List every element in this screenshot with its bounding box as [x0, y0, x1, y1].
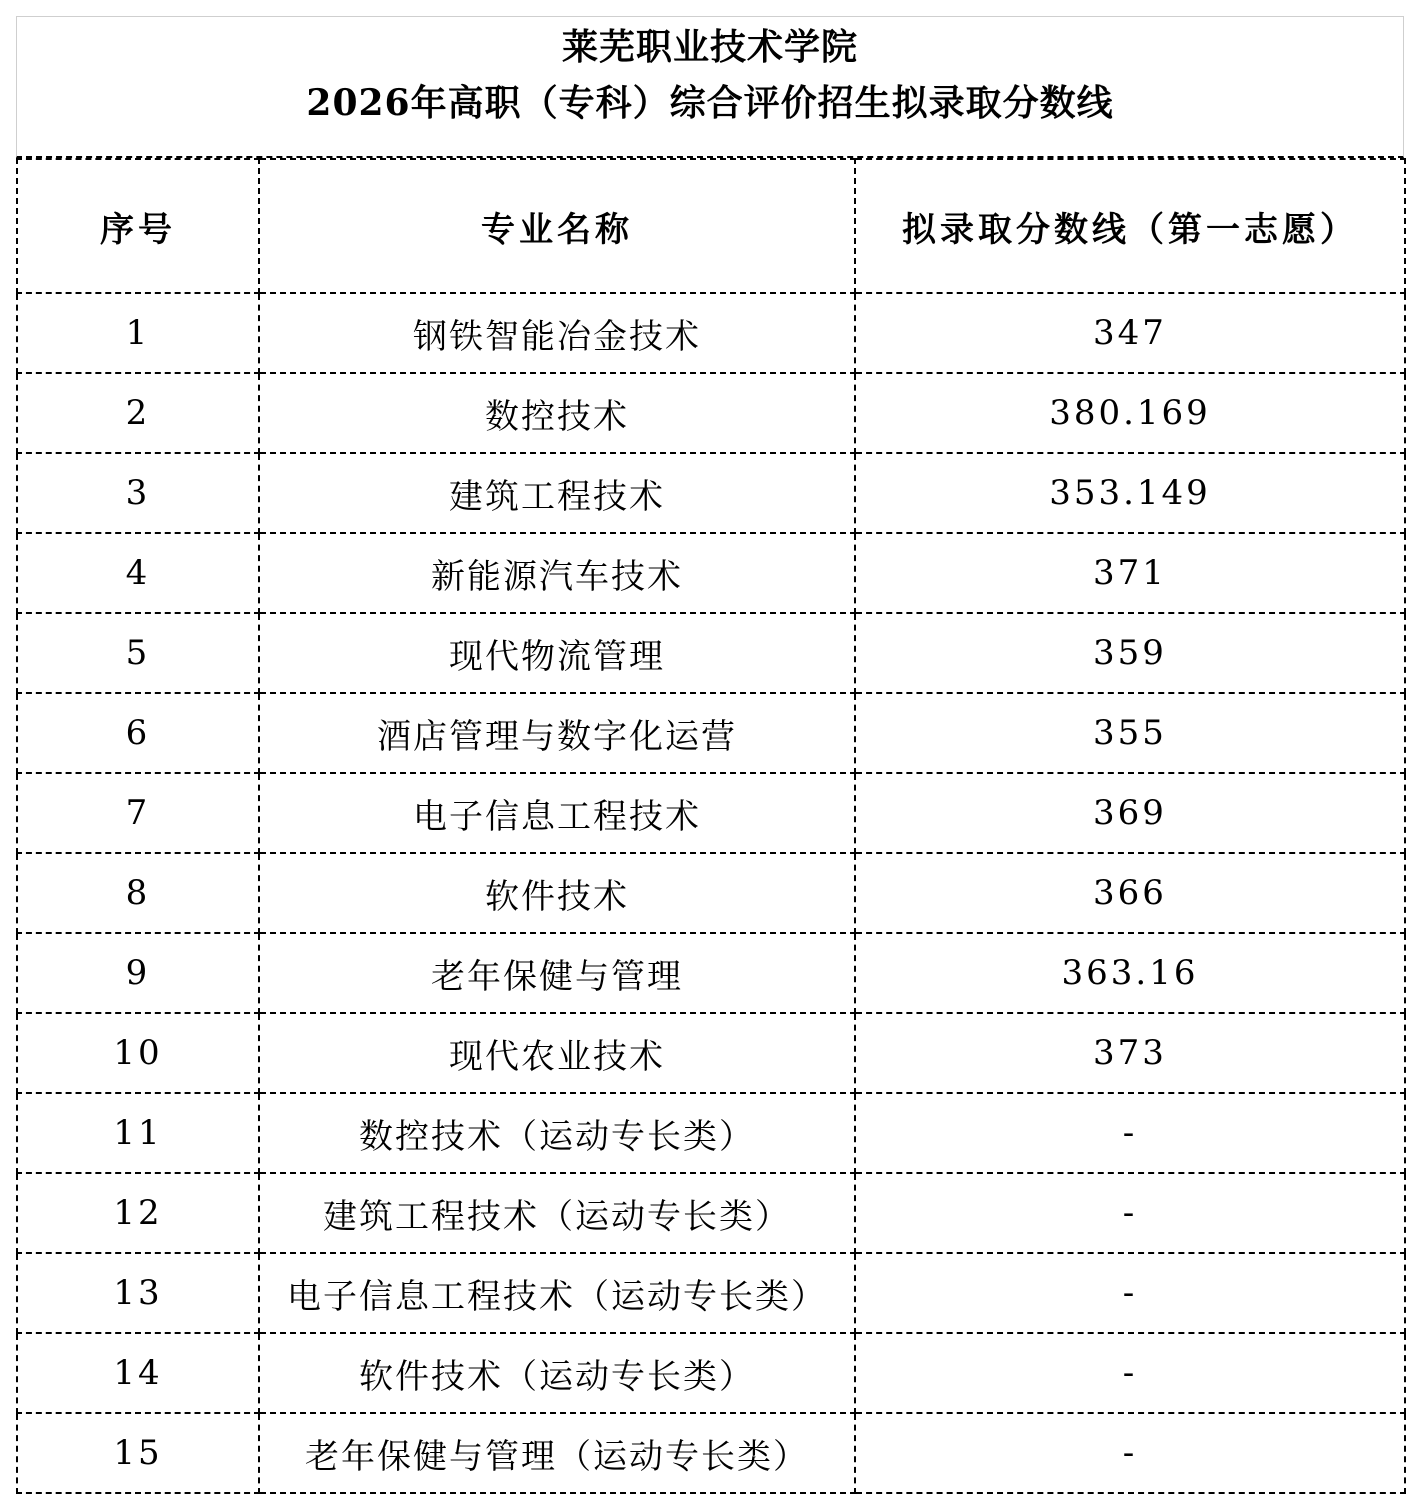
row-number: 3: [17, 453, 259, 533]
row-number: 6: [17, 693, 259, 773]
table-row: [17, 1093, 1405, 1173]
admission-score: 353.149: [855, 453, 1405, 533]
table-row: [17, 693, 1405, 773]
header-serial-number: 序号: [17, 159, 259, 293]
table-row: [17, 613, 1405, 693]
admission-score: 373: [855, 1013, 1405, 1093]
table-row: [17, 373, 1405, 453]
major-name: 数控技术: [259, 373, 855, 453]
table-row: [17, 1173, 1405, 1253]
major-name: 建筑工程技术: [259, 453, 855, 533]
admission-score: 363.16: [855, 933, 1405, 1013]
table-row: [17, 293, 1405, 373]
major-name: 老年保健与管理: [259, 933, 855, 1013]
major-name: 现代农业技术: [259, 1013, 855, 1093]
row-number: 14: [17, 1333, 259, 1413]
row-number: 8: [17, 853, 259, 933]
admission-score: -: [855, 1333, 1405, 1413]
admission-score: 371: [855, 533, 1405, 613]
row-number: 10: [17, 1013, 259, 1093]
major-name: 电子信息工程技术: [259, 773, 855, 853]
title-block: [16, 16, 1404, 158]
table-row: [17, 1413, 1405, 1493]
row-number: 9: [17, 933, 259, 1013]
table-header-row: [17, 159, 1405, 293]
admission-score: 347: [855, 293, 1405, 373]
table-row: [17, 853, 1405, 933]
table-row: [17, 1333, 1405, 1413]
major-name: 酒店管理与数字化运营: [259, 693, 855, 773]
row-number: 13: [17, 1253, 259, 1333]
admission-score: -: [855, 1173, 1405, 1253]
header-major-name: 专业名称: [259, 159, 855, 293]
major-name: 新能源汽车技术: [259, 533, 855, 613]
admission-score-title: 2026年高职（专科）综合评价招生拟录取分数线: [306, 82, 1114, 124]
row-number: 1: [17, 293, 259, 373]
major-name: 老年保健与管理（运动专长类）: [259, 1413, 855, 1493]
row-number: 7: [17, 773, 259, 853]
major-name: 数控技术（运动专长类）: [259, 1093, 855, 1173]
row-number: 12: [17, 1173, 259, 1253]
admission-score: 369: [855, 773, 1405, 853]
admission-score: -: [855, 1093, 1405, 1173]
school-name-title: 莱芜职业技术学院: [561, 26, 858, 68]
table-row: [17, 933, 1405, 1013]
row-number: 11: [17, 1093, 259, 1173]
table-row: [17, 453, 1405, 533]
admission-score: 355: [855, 693, 1405, 773]
row-number: 15: [17, 1413, 259, 1493]
table-row: [17, 533, 1405, 613]
row-number: 5: [17, 613, 259, 693]
major-name: 软件技术: [259, 853, 855, 933]
table-row: [17, 773, 1405, 853]
admission-score: 380.169: [855, 373, 1405, 453]
score-table: [16, 158, 1406, 1494]
row-number: 4: [17, 533, 259, 613]
header-admission-score: 拟录取分数线（第一志愿）: [855, 159, 1405, 293]
table-row: [17, 1253, 1405, 1333]
table-row: [17, 1013, 1405, 1093]
admission-score: -: [855, 1413, 1405, 1493]
major-name: 钢铁智能冶金技术: [259, 293, 855, 373]
major-name: 电子信息工程技术（运动专长类）: [259, 1253, 855, 1333]
document-sheet: [16, 16, 1404, 1496]
row-number: 2: [17, 373, 259, 453]
admission-score: -: [855, 1253, 1405, 1333]
major-name: 现代物流管理: [259, 613, 855, 693]
admission-score: 366: [855, 853, 1405, 933]
major-name: 建筑工程技术（运动专长类）: [259, 1173, 855, 1253]
major-name: 软件技术（运动专长类）: [259, 1333, 855, 1413]
admission-score: 359: [855, 613, 1405, 693]
table-body: [17, 293, 1405, 1493]
